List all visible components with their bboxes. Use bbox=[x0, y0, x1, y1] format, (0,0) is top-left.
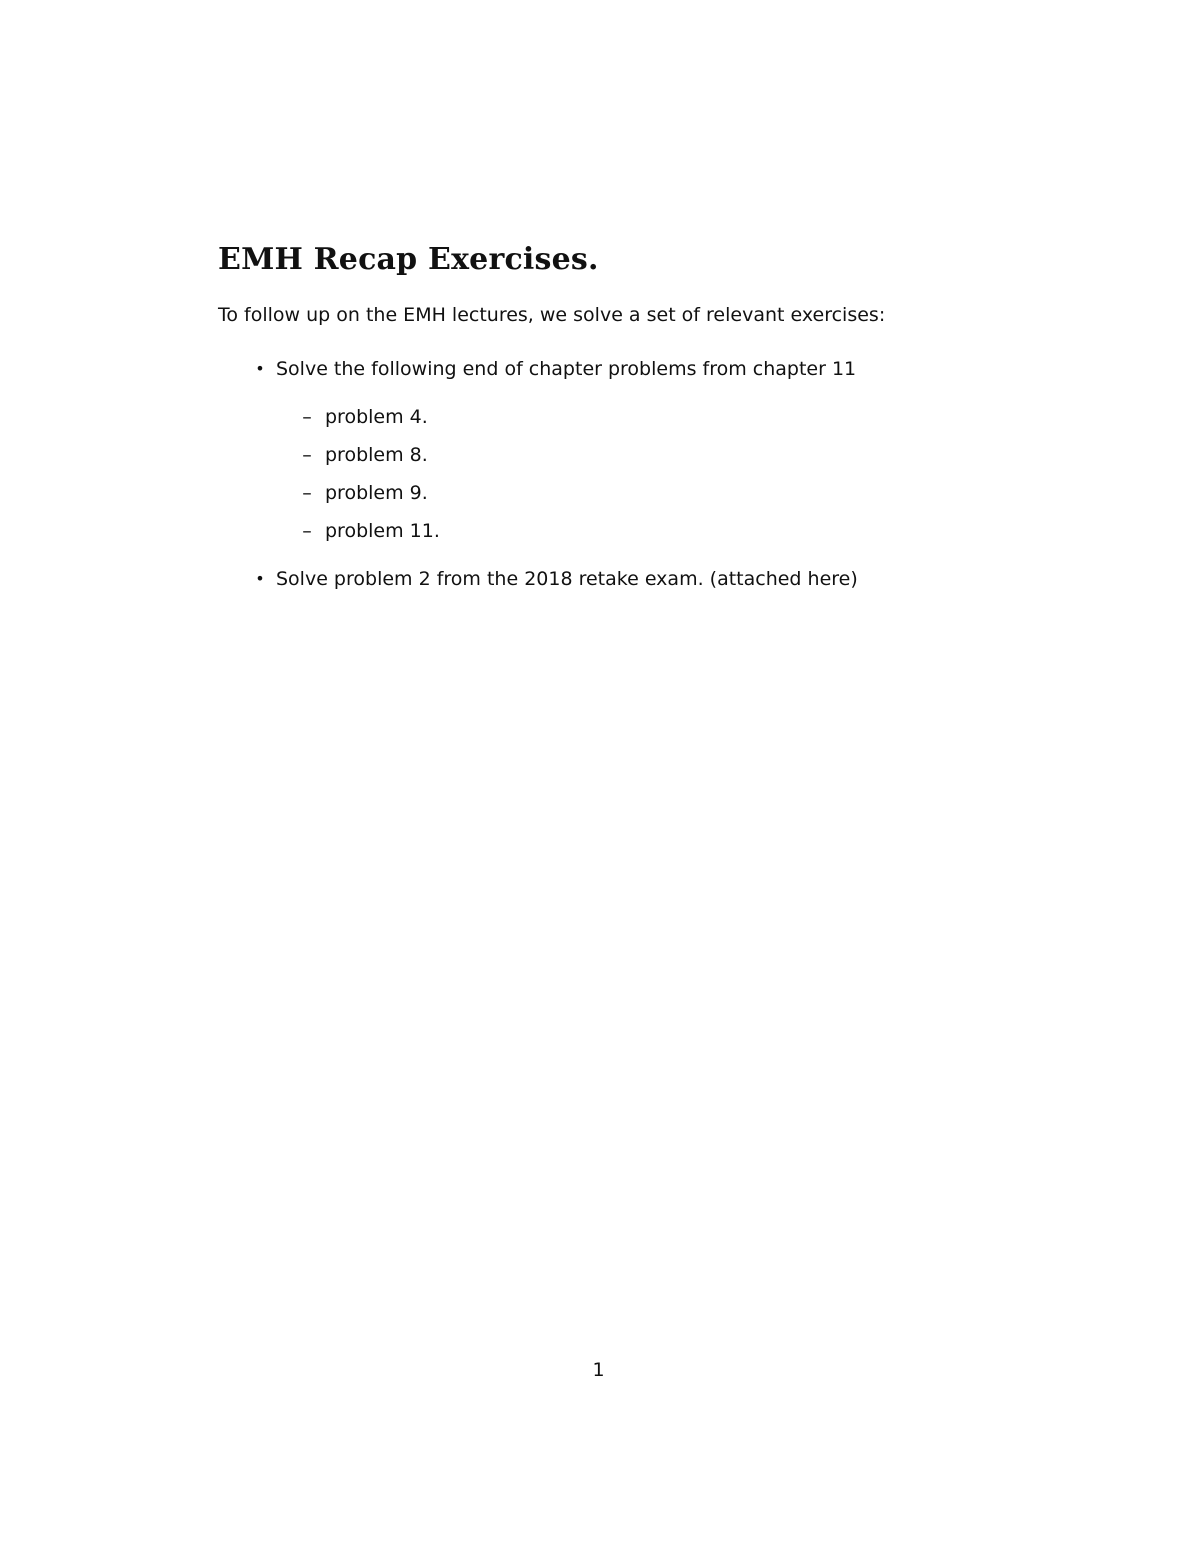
dash-icon: – bbox=[302, 482, 312, 504]
dash-icon: – bbox=[302, 444, 312, 466]
bullet-icon: • bbox=[255, 359, 265, 378]
dash-icon: – bbox=[302, 520, 312, 542]
dash-icon: – bbox=[302, 406, 312, 428]
page-number: 1 bbox=[592, 1359, 605, 1381]
list-item-text: Solve problem 2 from the 2018 retake exam. (attached here) bbox=[276, 568, 858, 590]
sub-list-item-text: problem 4. bbox=[325, 406, 428, 428]
document-title: EMH Recap Exercises. bbox=[218, 242, 599, 277]
sub-list-item-text: problem 9. bbox=[325, 482, 428, 504]
sub-list-item-text: problem 8. bbox=[325, 444, 428, 466]
sub-list-item-text: problem 11. bbox=[325, 520, 440, 542]
intro-paragraph: To follow up on the EMH lectures, we solve a set of relevant exercises: bbox=[218, 304, 886, 326]
bullet-icon: • bbox=[255, 569, 265, 588]
list-item-text: Solve the following end of chapter problems from chapter 11 bbox=[276, 358, 857, 380]
